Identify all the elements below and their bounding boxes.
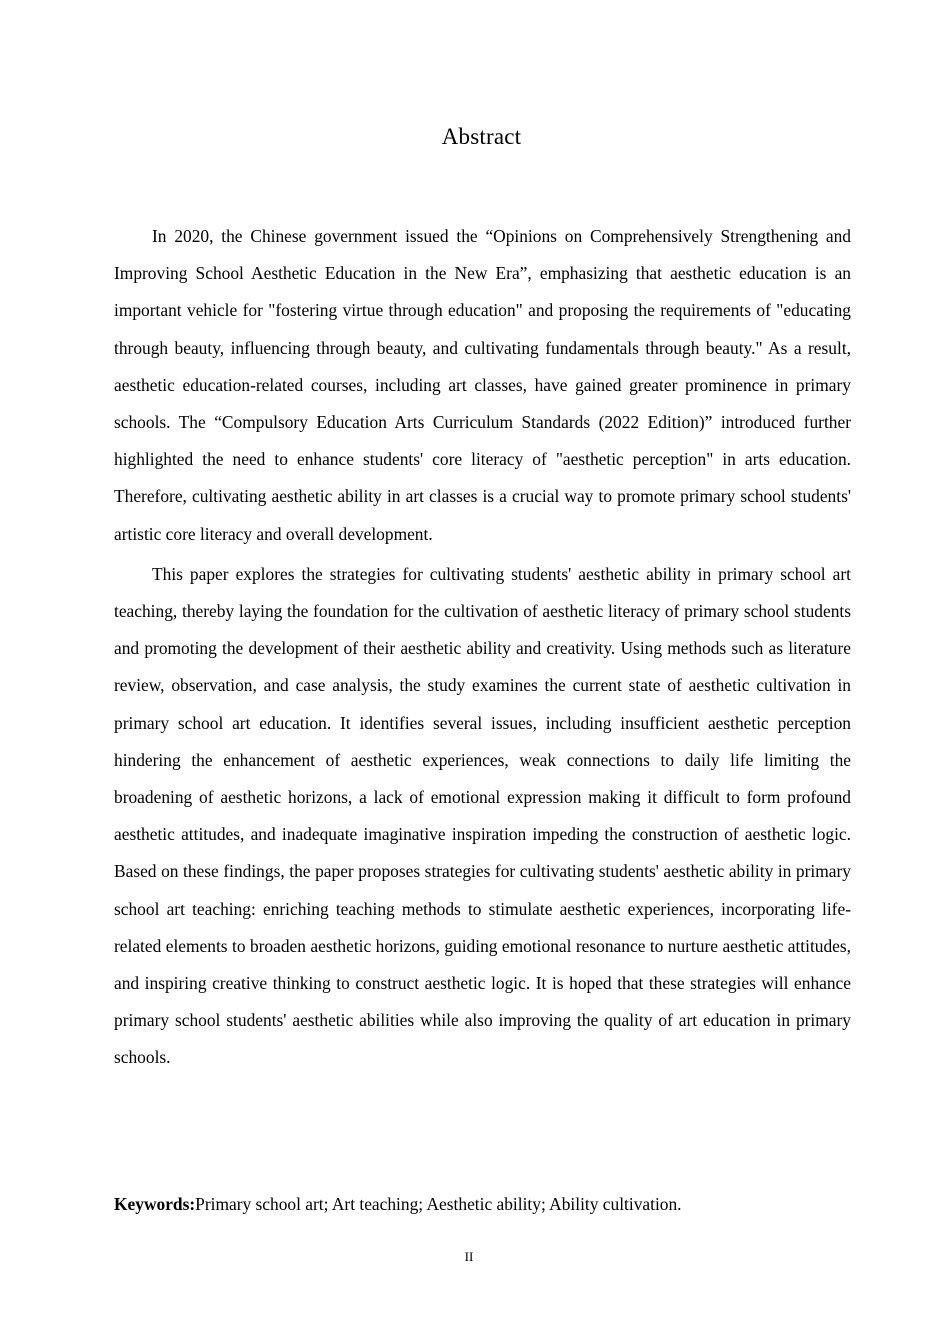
abstract-paragraph-1: In 2020, the Chinese government issued the “Opinions on Comprehensively Strengthening and Improving School Aesthetic Education in the New Era”, emphasizing that aesthetic education is an important vehicle for "fostering virtue through education" and proposing the requirements of "educating through beauty, influencing through beauty, and cultivating fundamentals through beauty." As a result, aesthetic education-related courses, including art classes, have gained greater prominence in primary schools. The “Compulsory Education Arts Curriculum Standards (2022 Edition)” introduced further highlighted the need to enhance students' core literacy of "aesthetic perception" in arts education. Therefore, cultivating aesthetic ability in art classes is a crucial way to promote primary school students' artistic core literacy and overall development. xyxy=(114,226,851,544)
abstract-body xyxy=(114,218,851,1080)
keywords-label: Keywords: xyxy=(114,1194,196,1214)
abstract-paragraph-2: This paper explores the strategies for cultivating students' aesthetic ability in primary school art teaching, thereby laying the foundation for the cultivation of aesthetic literacy of primary school students and promoting the development of their aesthetic ability and creativity. Using methods such as literature review, observation, and case analysis, the study examines the current state of aesthetic cultivation in primary school art education. It identifies several issues, including insufficient aesthetic perception hindering the enhancement of aesthetic experiences, weak connections to daily life limiting the broadening of aesthetic horizons, a lack of emotional expression making it difficult to form profound aesthetic attitudes, and inadequate imaginative inspiration impeding the construction of aesthetic logic. Based on these findings, the paper proposes strategies for cultivating students' aesthetic ability in primary school art teaching: enriching teaching methods to stimulate aesthetic experiences, incorporating life-related elements to broaden aesthetic horizons, guiding emotional resonance to nurture aesthetic attitudes, and inspiring creative thinking to construct aesthetic logic. It is hoped that these strategies will enhance primary school students' aesthetic abilities while also improving the quality of art education in primary schools. xyxy=(114,563,851,1068)
keywords-text: Primary school art; Art teaching; Aesthetic ability; Ability cultivation. xyxy=(195,1194,682,1214)
keywords-line xyxy=(114,1190,851,1218)
page-number: II xyxy=(464,1249,474,1264)
page-title: Abstract xyxy=(441,124,522,149)
